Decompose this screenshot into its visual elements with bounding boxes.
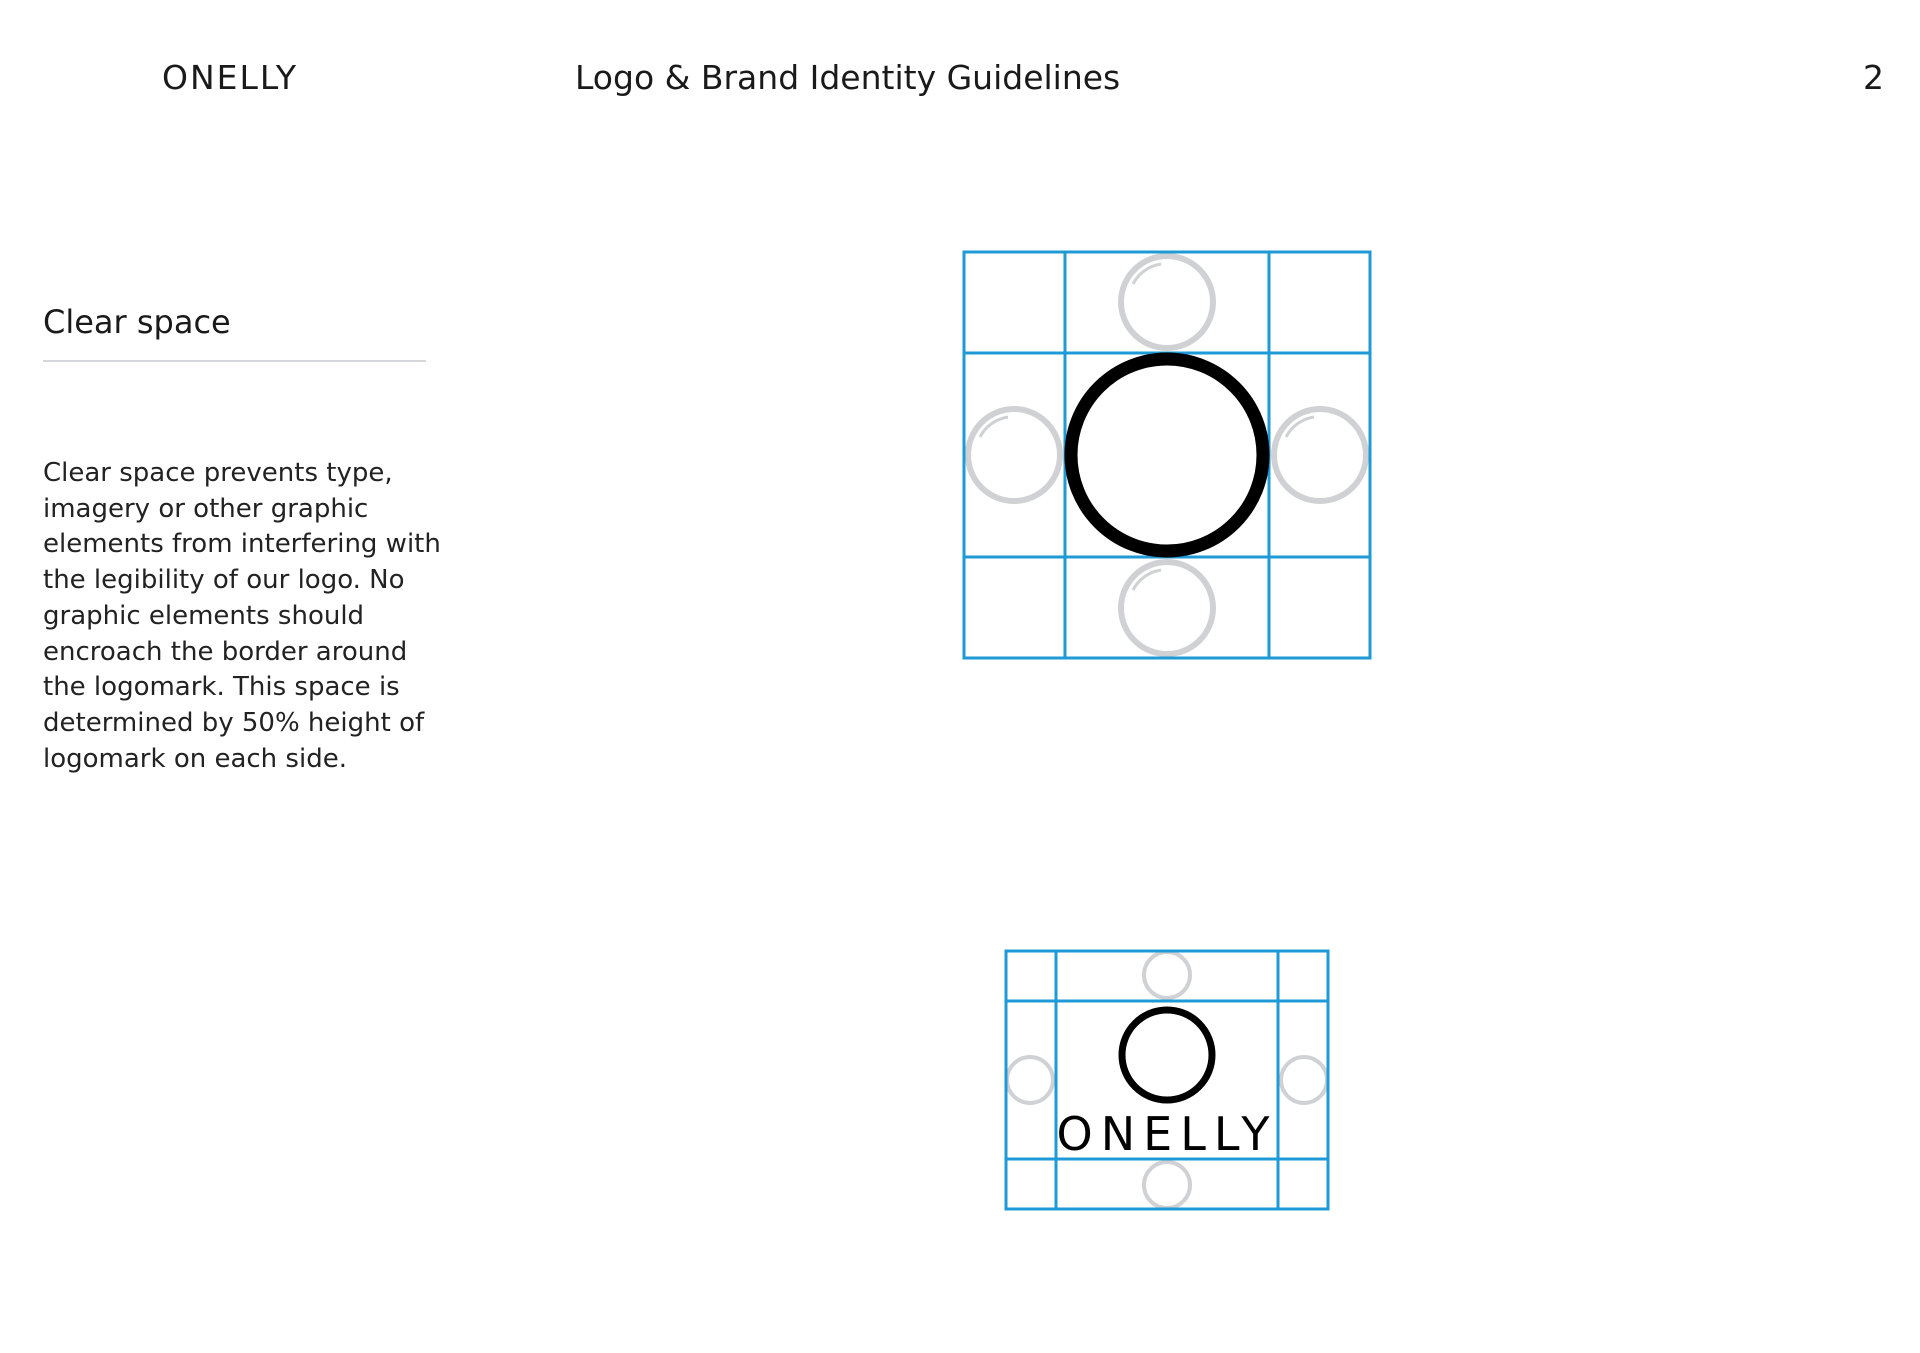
spacer-circle-left xyxy=(1007,1057,1053,1103)
page-number: 2 xyxy=(1863,58,1884,97)
logomark xyxy=(1122,1010,1212,1100)
spacer-circle-bottom xyxy=(1121,562,1213,654)
section-title: Clear space xyxy=(43,303,231,341)
spacer-circle-bottom xyxy=(1144,1162,1190,1208)
logomark xyxy=(1071,359,1263,551)
section-body: Clear space prevents type, imagery or other graphic elements from interfering with the legibility of our logo. No graphic elements should encroach the border around the logomark. This space is determined by 50% height of logomark on each side. xyxy=(43,458,441,774)
section-divider xyxy=(43,360,426,362)
spacer-circle-top xyxy=(1121,256,1213,348)
header-title: Logo & Brand Identity Guidelines xyxy=(575,58,1121,97)
clear-space-diagram-logomark xyxy=(962,250,1372,660)
spacer-circle-right xyxy=(1281,1057,1327,1103)
spacer-circles xyxy=(968,256,1366,654)
spacer-circle-top xyxy=(1144,952,1190,998)
header-brand: ONELLY xyxy=(162,58,299,97)
spacer-circle-right xyxy=(1274,409,1366,501)
spacer-circle-left xyxy=(968,409,1060,501)
clear-space-diagram-lockup xyxy=(1004,949,1330,1211)
wordmark: ONELLY xyxy=(1056,1107,1278,1161)
clear-space-grid xyxy=(964,252,1370,658)
